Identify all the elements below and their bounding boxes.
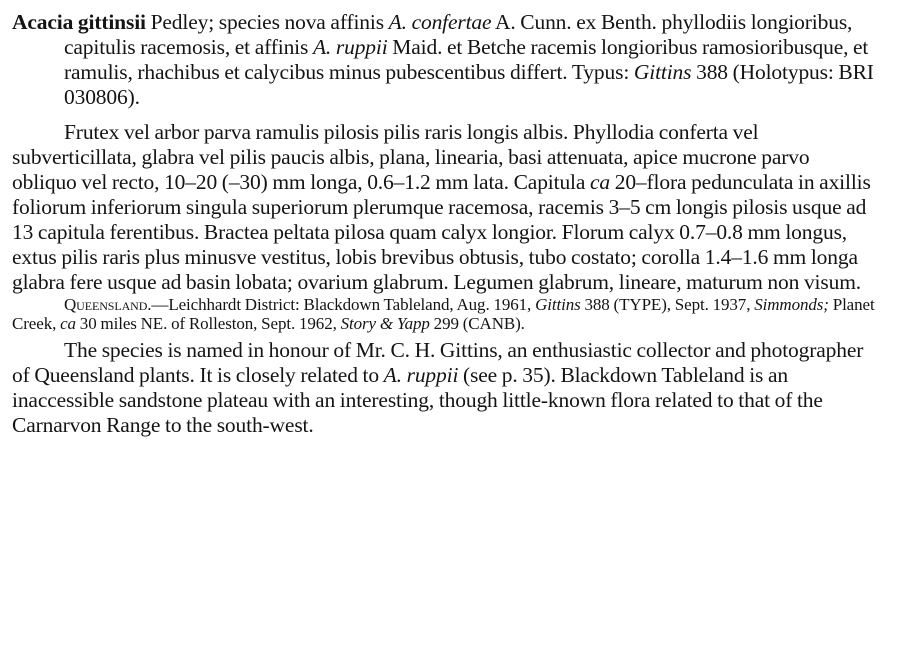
specimens-collector-gittins: Gittins [535, 295, 581, 314]
latin-description-part2: 20–flora pedunculata in axillis foliorum inferiorum singula superiorum plerumque racemosa, racemis 3–5 cm longis pilosis usque ad 13 capitula ferentibus. Bractea peltata pilosa quam calyx longior. Florum calyx 0.7–0.8 mm longus, extus pilis raris plus minusve vestitus, lobis brevibus obtusis, tubo costato; corolla 1.4–1.6 mm longa glabra fere usque ad basin lobata; ovarium glabrum. Legumen glabrum, lineare, maturum non visum. [12, 170, 871, 294]
specimens-region: Queensland. [64, 295, 152, 314]
specimens-paragraph [12, 295, 878, 333]
etymology-related-species: A. ruppii [383, 363, 459, 387]
latin-description-paragraph [12, 120, 878, 295]
latin-description-part1: Frutex vel arbor parva ramulis pilosis pilis raris longis albis. Phyllodia conferta vel subverticillata, glabra vel pilis paucis albis, plana, linearia, basi attenuata, apice mucrone parvo obliquo vel recto, 10–20 (–30) mm longa, 0.6–1.2 mm lata. Capitula [12, 120, 810, 194]
specimens-collector-simmonds: Simmonds; [754, 295, 829, 314]
specimens-ca-abbreviation: ca [60, 314, 76, 333]
etymology-paragraph [12, 338, 878, 438]
species-description-paragraph [12, 10, 878, 110]
specimens-text4: 30 miles NE. of Rolleston, Sept. 1962, [75, 314, 341, 333]
type-collector: Gittins [633, 60, 692, 84]
specimens-text1: —Leichhardt District: Blackdown Tableland, Aug. 1961, [151, 295, 536, 314]
species-name: Acacia gittinsii [12, 10, 146, 34]
related-species-confertae: A. confertae [388, 10, 492, 34]
type-details: 388 (Holotypus: BRI 030806). [64, 60, 874, 109]
related-species-ruppii: A. ruppii [312, 35, 388, 59]
species-author-text: Pedley; species nova affinis [145, 10, 389, 34]
latin-ca-abbreviation: ca [590, 170, 610, 194]
specimens-text2: 388 (TYPE), Sept. 1937, [580, 295, 755, 314]
specimens-text5: 299 (CANB). [429, 314, 525, 333]
specimens-text3: Planet Creek, [12, 295, 875, 333]
diagnosis-text-continued: Maid. et Betche racemis longioribus ramosioribusque, et ramulis, rhachibus et calycibus minus pubescentibus differt. Typus: [64, 35, 869, 84]
etymology-text1: The species is named in honour of Mr. C. H. Gittins, an enthusiastic collector and photographer of Queensland plants. It is closely related to [12, 338, 864, 387]
diagnosis-text: A. Cunn. ex Benth. phyllodiis longioribus, capitulis racemosis, et affinis [64, 10, 853, 59]
specimens-collector-story-yapp: Story & Yapp [340, 314, 430, 333]
etymology-text2: (see p. 35). Blackdown Tableland is an inaccessible sandstone plateau with an interesting, though little-known flora related to that of the Carnarvon Range to the south-west. [12, 363, 823, 437]
